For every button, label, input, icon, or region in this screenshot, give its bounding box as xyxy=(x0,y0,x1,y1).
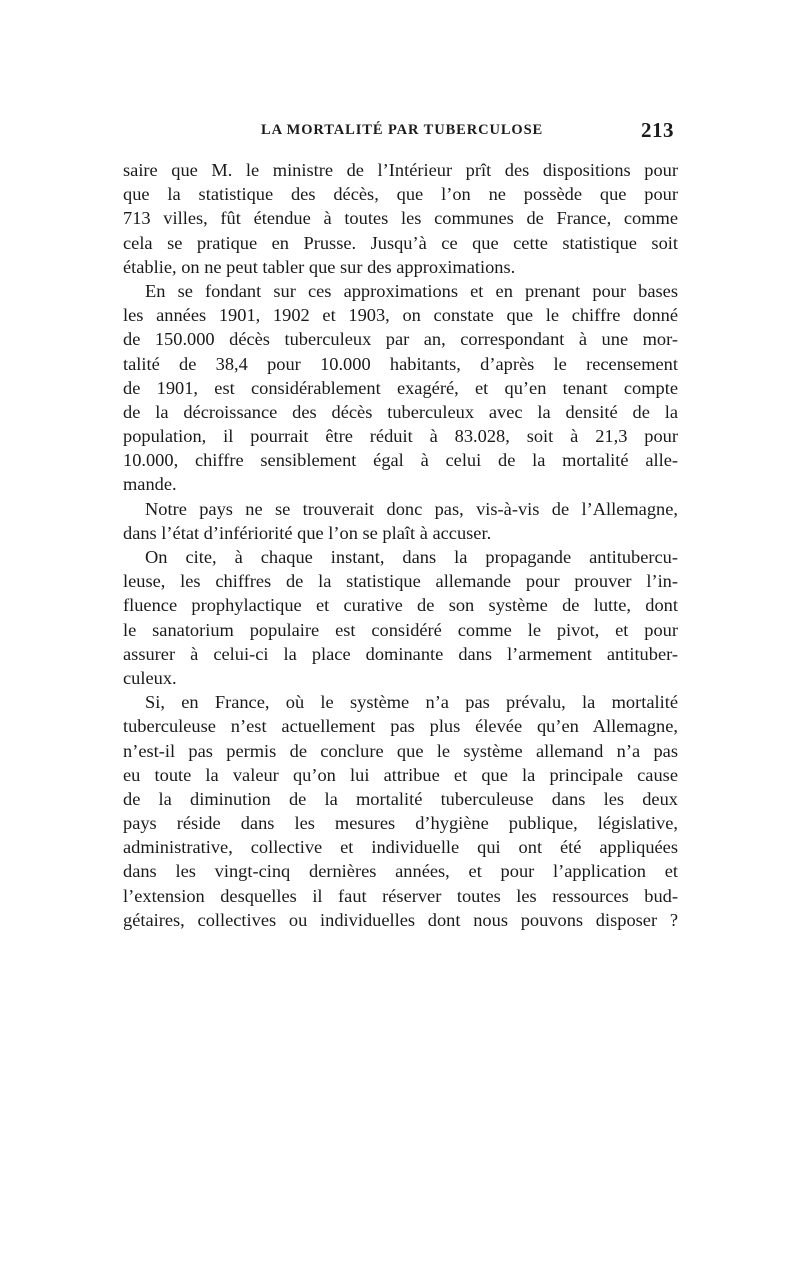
text-line: de 1901, est considérablement exagéré, et qu’en tenant compte xyxy=(123,377,678,398)
text-line: le sanatorium populaire est considéré comme le pivot, et pour xyxy=(123,619,678,640)
text-line: les années 1901, 1902 et 1903, on constate que le chiffre donné xyxy=(123,305,678,326)
text-line: En se fondant sur ces approximations et en prenant pour bases xyxy=(145,280,678,301)
text-line: eu toute la valeur qu’on lui attribue et que la principale cause xyxy=(123,764,678,785)
text-line: pays réside dans les mesures d’hygiène publique, législative, xyxy=(123,813,678,834)
text-line: de la diminution de la mortalité tuberculeuse dans les deux xyxy=(123,788,678,809)
text-line: que la statistique des décès, que l’on ne possède que pour xyxy=(123,184,678,205)
text-line: fluence prophylactique et curative de son système de lutte, dont xyxy=(123,595,678,616)
text-line: cela se pratique en Prusse. Jusqu’à ce que cette statistique soit xyxy=(123,232,678,253)
text-line: de 150.000 décès tuberculeux par an, correspondant à une mor- xyxy=(123,329,678,350)
text-line: culeux. xyxy=(123,667,177,688)
running-head xyxy=(123,118,678,148)
text-line: administrative, collective et individuelle qui ont été appliquées xyxy=(123,837,678,858)
paragraph-5 xyxy=(123,690,678,932)
text-line: dans les vingt-cinq dernières années, et pour l’application et xyxy=(123,861,678,882)
text-line: Notre pays ne se trouverait donc pas, vis-à-vis de l’Allemagne, xyxy=(145,498,678,519)
text-line: l’extension desquelles il faut réserver toutes les ressources bud- xyxy=(123,885,678,906)
text-line: talité de 38,4 pour 10.000 habitants, d’après le recensement xyxy=(123,353,678,374)
text-line: dans l’état d’infériorité que l’on se plaît à accuser. xyxy=(123,522,492,543)
text-line: n’est-il pas permis de conclure que le système allemand n’a pas xyxy=(123,740,678,761)
text-line: établie, on ne peut tabler que sur des approximations. xyxy=(123,256,516,277)
text-line: gétaires, collectives ou individuelles dont nous pouvons disposer ? xyxy=(123,909,678,930)
text-line: Si, en France, où le système n’a pas prévalu, la mortalité xyxy=(145,692,678,713)
page-number: 213 xyxy=(641,118,674,142)
text-line: leuse, les chiffres de la statistique allemande pour prouver l’in- xyxy=(123,571,678,592)
text-line: 713 villes, fût étendue à toutes les communes de France, comme xyxy=(123,208,678,229)
text-line: tuberculeuse n’est actuellement pas plus élevée qu’en Allemagne, xyxy=(123,716,678,737)
paragraph-4 xyxy=(123,545,678,690)
paragraph-3 xyxy=(123,497,678,545)
text-line: assurer à celui-ci la place dominante dans l’armement antituber- xyxy=(123,643,678,664)
body-text xyxy=(123,158,678,932)
text-line: population, il pourrait être réduit à 83.028, soit à 21,3 pour xyxy=(123,426,678,447)
text-line: saire que M. le ministre de l’Intérieur prît des dispositions pour xyxy=(123,160,678,180)
text-line: mande. xyxy=(123,474,177,495)
text-line: de la décroissance des décès tuberculeux avec la densité de la xyxy=(123,401,678,422)
paragraph-1 xyxy=(123,158,678,279)
paragraph-2 xyxy=(123,279,678,497)
text-line: 10.000, chiffre sensiblement égal à celui de la mortalité alle- xyxy=(123,450,678,471)
running-title: LA MORTALITÉ PAR TUBERCULOSE xyxy=(261,122,544,138)
text-line: On cite, à chaque instant, dans la propagande antitubercu- xyxy=(145,547,678,567)
